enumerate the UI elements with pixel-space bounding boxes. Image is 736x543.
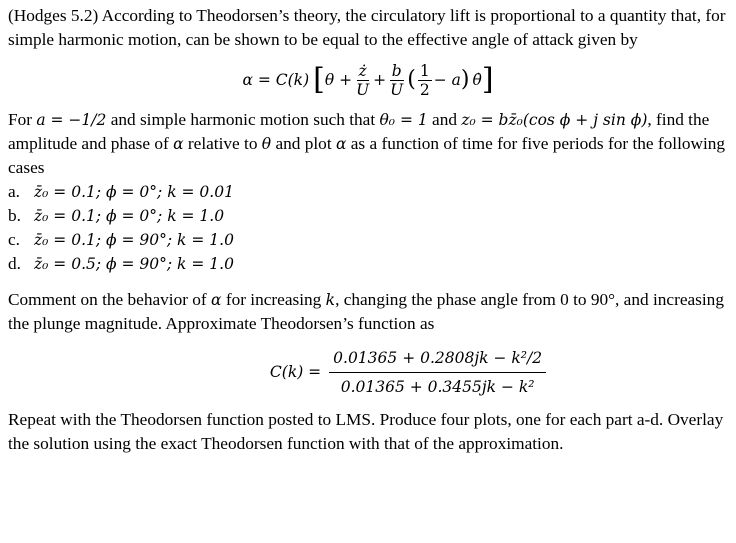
alpha-eq-open-bracket: [ [313, 62, 325, 97]
theodorsen-approx-equation [8, 342, 728, 402]
conditions-text: and plot [275, 134, 332, 153]
conditions-text: and simple harmonic motion such that [110, 110, 376, 129]
alpha-eq-close-bracket: ] [481, 62, 494, 97]
alpha-eq-lhs: α = C(k) [242, 71, 310, 89]
list-item [8, 252, 728, 276]
condition-theta-symbol: θ [261, 135, 272, 153]
alpha-eq-frac-b-u [388, 62, 405, 99]
comment-alpha-symbol: α [211, 291, 222, 309]
comment-paragraph [8, 288, 728, 336]
alpha-equation [8, 54, 728, 106]
case-values: z̄₀ = 0.5; ϕ = 90°; k = 1.0 [34, 255, 234, 273]
problem-conditions [8, 108, 728, 180]
ck-denominator: 0.01365 + 0.3455jk − k² [340, 377, 535, 396]
alpha-eq-theta-dot: θ̇ [472, 71, 482, 89]
list-item [8, 204, 728, 228]
condition-z0-value: z₀ = bz̄₀(cos ϕ + j sin ϕ) [461, 111, 648, 129]
problem-intro: (Hodges 5.2) According to Theodorsen’s theory, the circulatory lift is proportional to a quantity that, for simple harmonic motion, can be shown to be equal to the effective angle of attack given by [8, 6, 726, 49]
comment-text: , changing the phase angle from 0 to 90°, and increasing the plunge magnitude. Approximate Theodorsen’s function as [8, 290, 724, 333]
comment-text: Comment on the behavior of [8, 290, 207, 309]
ck-eq-fraction [329, 346, 546, 399]
alpha-eq-theta-plus: θ + [324, 71, 353, 89]
case-values: z̄₀ = 0.1; ϕ = 0°; k = 0.01 [34, 183, 234, 201]
alpha-eq-minus-a: − a [433, 71, 461, 89]
condition-a-value: a = −1/2 [36, 111, 107, 129]
ck-eq-lhs: C(k) = [269, 363, 322, 381]
alpha-eq-paren-close: ) [460, 67, 470, 92]
frac-denominator: U [356, 80, 370, 99]
condition-theta0-value: θ₀ = 1 [379, 111, 428, 129]
case-values: z̄₀ = 0.1; ϕ = 0°; k = 1.0 [34, 207, 225, 225]
frac-denominator: 2 [419, 80, 430, 99]
list-item [8, 180, 728, 204]
frac-numerator: 1 [419, 61, 430, 80]
case-values: z̄₀ = 0.1; ϕ = 90°; k = 1.0 [34, 231, 234, 249]
frac-numerator: ż [358, 61, 367, 80]
conditions-text: , find the amplitude and phase of [8, 110, 710, 153]
conditions-text: relative to [187, 134, 258, 153]
alpha-eq-plus: + [373, 71, 387, 89]
condition-alpha-symbol: α [335, 135, 347, 153]
case-label: c. [8, 230, 20, 249]
comment-k-symbol: k [325, 291, 336, 309]
list-item [8, 228, 728, 252]
frac-denominator: U [390, 80, 404, 99]
case-label: d. [8, 254, 21, 273]
alpha-eq-frac-1-2 [418, 62, 432, 99]
conditions-text: as a function of time for five periods for the following cases [8, 134, 726, 177]
case-label: b. [8, 206, 21, 225]
repeat-paragraph: Repeat with the Theodorsen function posted to LMS. Produce four plots, one for each part a-d. Overlay the solution using the exact Theodorsen function with that of the approximation. [8, 410, 724, 453]
conditions-text: and [432, 110, 457, 129]
ck-numerator: 0.01365 + 0.2808jk − k²/2 [329, 346, 546, 373]
condition-alpha-symbol: α [173, 135, 184, 153]
conditions-text: For [8, 110, 33, 129]
comment-text: for increasing [225, 290, 322, 309]
alpha-eq-frac-zdot-u [354, 62, 371, 99]
case-label: a. [8, 182, 20, 201]
cases-list [8, 180, 728, 276]
frac-numerator: b [391, 61, 402, 80]
alpha-eq-paren-open: ( [407, 67, 416, 92]
